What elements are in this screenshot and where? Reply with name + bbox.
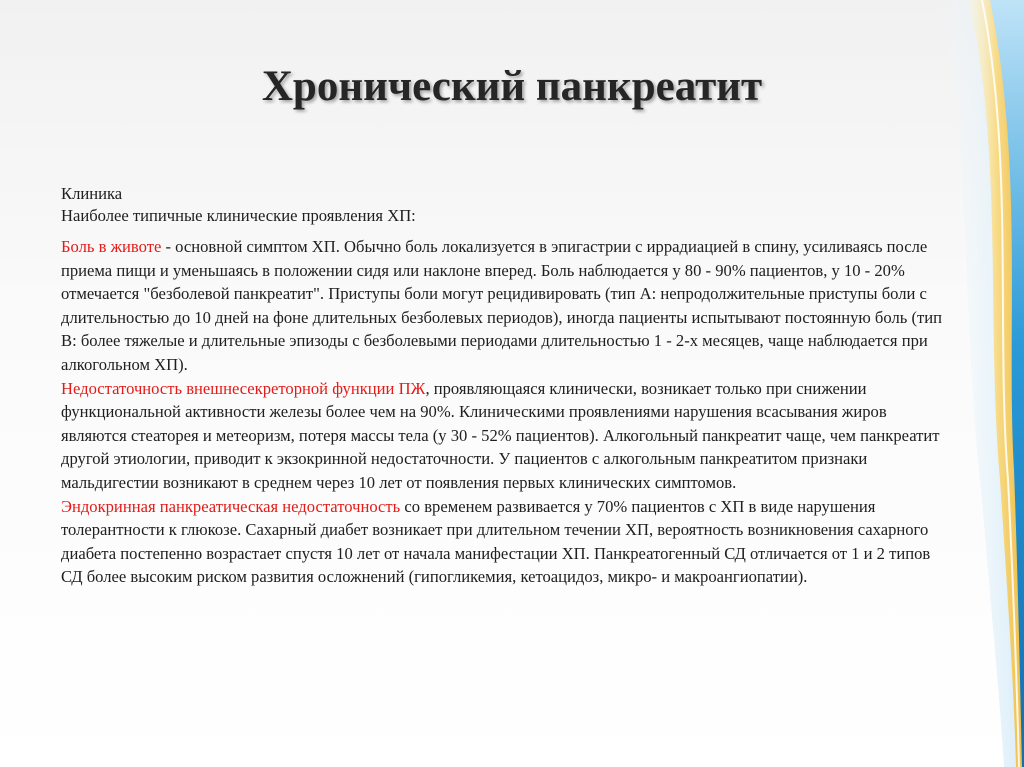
paragraph-exocrine-text: , проявляющаяся клинически, возникает только при снижении функциональной активности железы более чем на 90%. Клиническими проявлениями нарушения всасывания жиров являются стеаторея и метеоризм, потеря массы тела (у 30 - 52% пациентов). Алкогольный панкреатит чаще, чем панкреатит другой этиологии, приводит к экзокринной недостаточности. У пациентов с алкогольным панкреатитом признаки мальдигестии возникают в среднем через 10 лет от появления первых клинических симптомов. [61, 378, 940, 492]
highlight-endocrine: Эндокринная панкреатическая недостаточность [61, 496, 401, 516]
highlight-exocrine: Недостаточность внешнесекреторной функции ПЖ [61, 378, 426, 398]
paragraph-pain [61, 235, 946, 377]
paragraph-exocrine [61, 377, 946, 495]
paragraph-endocrine-text: со временем развивается у 70% пациентов с ХП в виде нарушения толерантности к глюкозе. Сахарный диабет возникает при длительном течении ХП, вероятность возникновения сахарного диабета постепенно возрастает спустя 10 лет от начала манифестации ХП. Панкреатогенный СД отличается от 1 и 2 типов СД более высоким риском развития осложнений (гипогликемия, кетоацидоз, микро- и макроангиопатии). [61, 496, 931, 587]
slide-body [61, 183, 946, 589]
highlight-pain: Боль в животе [61, 237, 162, 256]
paragraph-endocrine [61, 495, 946, 589]
section-label: Клиника [61, 184, 123, 203]
intro-line: Наиболее типичные клинические проявления ХП: [61, 206, 416, 225]
slide-title: Хронический панкреатит [261, 63, 763, 110]
paragraph-pain-text: - основной симптом ХП. Обычно боль локализуется в эпигастрии с иррадиацией в спину, усиливаясь после приема пищи и уменьшаясь в положении сидя или наклоне вперед. Боль наблюдается у 80 - 90% пациентов, у 10 - 20% отмечается "безболевой панкреатит". Приступы боли могут рецидивировать (тип А: непродолжительные приступы боли с длительностью до 10 дней на фоне длительных безболевых периодов), иногда пациенты испытывают постоянную боль (тип В: более тяжелые и длительные эпизоды с безболевыми периодами длительностью 1 - 2-х месяцев, чаще наблюдается при алкогольном ХП). [61, 237, 942, 374]
